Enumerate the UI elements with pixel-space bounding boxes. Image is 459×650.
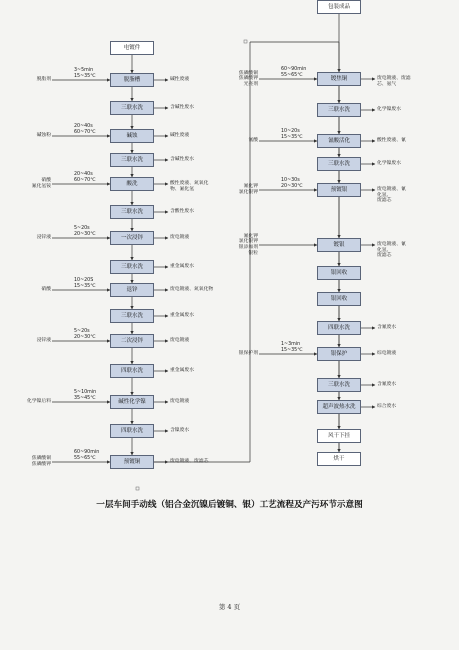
right_column-output-label-10: 含氰废水 <box>377 382 397 387</box>
left_column-param-label-9: 10~20S 15~35℃ <box>74 278 96 289</box>
right_column-param-label-2: 10~20s 15~35℃ <box>281 129 303 140</box>
left_column-output-label-2: 含碱性废水 <box>170 105 194 110</box>
right_column-step-4: 预镀银 <box>317 183 361 197</box>
left_column-output-label-5: 酸性废液、氮氧化 物、氟化氢 <box>170 181 209 192</box>
left_column-step-0: 电镀件 <box>110 41 154 55</box>
left_column-step-15: 预镀铜 <box>110 455 154 469</box>
left_column-step-5: 酸洗 <box>110 177 154 191</box>
left_column-step-8: 三联水洗 <box>110 260 154 274</box>
left_column-param-label-11: 5~20s 20~30℃ <box>74 329 96 340</box>
left_column-output-label-11: 废电镀液 <box>170 338 190 343</box>
right_column-param-label-9: 1~3min 15~35℃ <box>281 342 303 353</box>
left_column-step-9: 退锌 <box>110 283 154 297</box>
left_column-param-label-5: 20~40s 60~70℃ <box>74 172 96 183</box>
right_column-output-label-11: 综合废水 <box>377 404 397 409</box>
right_column-output-label-4: 废电镀液、氰 化氢、 废滤芯 <box>377 187 406 204</box>
left_column-reagent-label-5: 硝酸 氟化氢铵 <box>31 178 51 189</box>
right_column-step-10: 三联水洗 <box>317 378 361 392</box>
right_column-step-8: 四联水洗 <box>317 321 361 335</box>
right_column-reagent-label-5: 氰化钾 氯化银钾 银添加剂 银粒 <box>238 233 258 256</box>
left_column-output-label-15: 废电镀液、废滤芯 <box>170 459 209 464</box>
left_column-step-12: 四联水洗 <box>110 364 154 378</box>
right_column-step-0: 镀焦铜 <box>317 72 361 86</box>
left_column-output-label-9: 废电镀液、氮氧化物 <box>170 287 214 292</box>
right_column-step-14: 包装成品 <box>317 0 361 14</box>
left_column-step-14: 四联水洗 <box>110 424 154 438</box>
right_column-step-1: 三联水洗 <box>317 103 361 117</box>
left_column-output-label-1: 碱性废液 <box>170 77 190 82</box>
right_column-step-6: 银回收 <box>317 266 361 280</box>
right_column-output-label-5: 废电镀液、氰 化氢、 废滤芯 <box>377 242 406 259</box>
left_column-step-6: 三联水洗 <box>110 205 154 219</box>
left_column-param-label-3: 20~40s 60~70℃ <box>74 124 96 135</box>
right_column-param-label-0: 60~90min 55~65℃ <box>281 67 307 78</box>
right_column-step-3: 三联水洗 <box>317 157 361 171</box>
right_column-step-12: 风干下挂 <box>317 429 361 443</box>
left_column-reagent-label-9: 硝酸 <box>41 287 51 293</box>
left_column-param-label-1: 3~5min 15~35℃ <box>74 68 96 79</box>
left_column-step-7: 一次浸锌 <box>110 231 154 245</box>
right_column-reagent-label-4: 氰化钾 氯化银钾 <box>238 184 258 195</box>
right_column-output-label-9: 综电镀液 <box>377 351 397 356</box>
left_column-param-label-15: 60~90min 55~65℃ <box>74 450 100 461</box>
right_column-output-label-3: 化学镍废水 <box>377 161 401 166</box>
left_column-output-label-14: 含镍废水 <box>170 428 190 433</box>
left_column-reagent-label-3: 碱蚀粉 <box>36 133 51 139</box>
left_column-step-10: 三联水洗 <box>110 309 154 323</box>
left_column-reagent-label-1: 脱脂剂 <box>36 77 51 83</box>
left_column-reagent-label-7: 浸锌液 <box>36 235 51 241</box>
left_column-reagent-label-13: 化学镍后料 <box>27 399 51 405</box>
left_column-step-3: 碱蚀 <box>110 129 154 143</box>
left_column-step-4: 三联水洗 <box>110 153 154 167</box>
left_column-param-label-13: 5~10min 35~45℃ <box>74 390 97 401</box>
figure-caption: 一层车间手动线（铝合金沉镍后镀铜、银）工艺流程及产污环节示意图 <box>96 500 363 510</box>
left_column-output-label-8: 重金属废水 <box>170 264 194 269</box>
right_column-reagent-label-2: 氰酸 <box>248 138 258 144</box>
left_column-step-11: 二次浸锌 <box>110 334 154 348</box>
right_column-step-5: 镀银 <box>317 238 361 252</box>
right_column-step-7: 银回收 <box>317 292 361 306</box>
right_column-reagent-label-0: 焦磷酸铜 焦磷酸钾 光亮剂 <box>238 70 258 87</box>
right_column-output-label-1: 化学镍废水 <box>377 107 401 112</box>
left_column-output-label-3: 碱性废液 <box>170 133 190 138</box>
right_column-step-13: 烘干 <box>317 452 361 466</box>
right_column-reagent-label-9: 银保护剂 <box>238 351 258 357</box>
left_column-output-label-10: 重金属废水 <box>170 313 194 318</box>
left_column-output-label-12: 重金属废水 <box>170 368 194 373</box>
left_column-step-1: 脱脂槽 <box>110 73 154 87</box>
corner-marker-0 <box>244 40 247 43</box>
right_column-output-label-8: 含氰废水 <box>377 325 397 330</box>
left_column-output-label-6: 含酸性废水 <box>170 209 194 214</box>
left_column-param-label-7: 5~20s 20~30℃ <box>74 226 96 237</box>
left_column-output-label-4: 含碱性废水 <box>170 157 194 162</box>
right_column-step-9: 银保护 <box>317 347 361 361</box>
left_column-step-13: 碱性化学镍 <box>110 395 154 409</box>
right_column-step-2: 氰酸活化 <box>317 134 361 148</box>
left_column-output-label-13: 废电镀液 <box>170 399 190 404</box>
corner-marker-1 <box>136 487 139 490</box>
left_column-reagent-label-11: 浸锌液 <box>36 338 51 344</box>
page-number: 第 4 页 <box>218 603 241 611</box>
right_column-output-label-0: 废电镀液、废滤 芯、氨气 <box>377 76 411 87</box>
right_column-output-label-2: 酸性废液、氰 <box>377 138 406 143</box>
left_column-output-label-7: 废电镀液 <box>170 235 190 240</box>
right_column-step-11: 超声波热水洗 <box>317 400 361 414</box>
right_column-param-label-4: 10~30s 20~30℃ <box>281 178 303 189</box>
left_column-step-2: 三联水洗 <box>110 101 154 115</box>
left_column-reagent-label-15: 焦磷酸铜 焦磷酸钾 <box>31 456 51 467</box>
